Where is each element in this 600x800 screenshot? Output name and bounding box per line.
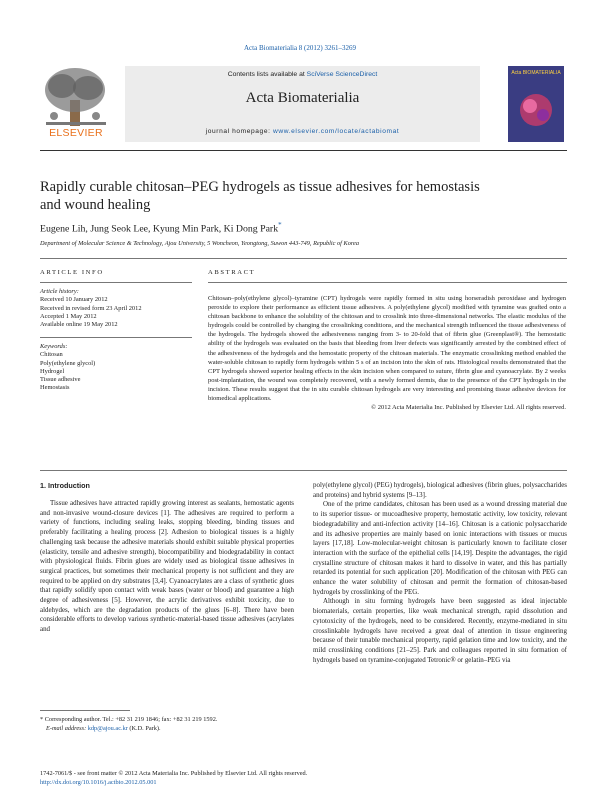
article-title xyxy=(40,178,500,214)
elsevier-logo xyxy=(40,66,112,140)
corresponding-author-mark[interactable]: * xyxy=(278,221,282,229)
body-column-left xyxy=(40,481,294,635)
history-rule xyxy=(40,337,192,338)
history-item: Accepted 1 May 2012 xyxy=(40,312,97,320)
affiliation-rule xyxy=(40,258,567,259)
keyword: Poly(ethylene glycol) xyxy=(40,359,96,367)
author-list: Eugene Lih, Jung Seok Lee, Kyung Min Park, Ki Dong Park xyxy=(40,223,279,235)
article-info-rule xyxy=(40,282,192,283)
footnote-rule xyxy=(40,710,130,711)
abstract-text: Chitosan–poly(ethylene glycol)–tyramine (CPT) hydrogels were rapidly formed in situ using horseradish peroxidase and hydrogen peroxide to explore their performance as efficient tissue adhesives. A poly(ethylene glycol) modified with tyramine was grafted onto a chitosan backbone to enhance the solubility of the chitosan and to crosslink into three-dimensional networks. The elastic modulus of the hydrogels could be controlled by changing the crosslinking conditions, and the mechanical strength influenced the tissue adhesiveness of the hydrogels. The hydrogels showed the adhesiveness ranging from 3- to 20-fold that of fibrin glue (Greenplast®). The hemostatic ability of the hydrogels was evaluated on the basis that bleeding from liver defects was significantly arrested by the combined effect of the adhesiveness of the hydrogels and the hemostatic property of the chitosan materials. The enzymatic crosslinking method enabled the water-soluble chitosan to rapidly form hydrogels within 5 s of an incision into the skin of rats. Histological results demonstrated that the CPT hydrogels showed superior healing effects in the skin incision when compared to suture, fibrin glue and cyanoacrylate. By 2 weeks post-implantation, the wound was completely recovered, with a newly formed dermis, due to the presence of the CPT hydrogels in the incision. These results suggest that the in situ curable chitosan hydrogels are very interesting and promising tissue adhesive devices for biomedical applications. xyxy=(208,295,566,403)
journal-cover-image xyxy=(508,66,564,142)
abstract-bottom-rule xyxy=(40,470,567,471)
authors xyxy=(40,221,282,234)
col2-paragraph-1: poly(ethylene glycol) (PEG) hydrogels), biological adhesives (fibrin glues, polysaccharides and proteins) and hybrid systems [9–13]. xyxy=(313,481,567,499)
page-footer xyxy=(40,770,307,787)
cover-title: Acta BIOMATERIALIA xyxy=(511,70,561,76)
intro-paragraphs-col2 xyxy=(313,481,567,665)
header-rule xyxy=(40,150,567,151)
abstract-heading: ABSTRACT xyxy=(208,269,256,276)
correspondence-note xyxy=(40,716,294,733)
contents-prefix: Contents lists available at xyxy=(227,71,307,78)
journal-citation-link[interactable]: Acta Biomaterialia 8 (2012) 3261–3269 xyxy=(244,44,356,52)
abstract-rule xyxy=(208,282,567,283)
section-heading-introduction: 1. Introduction xyxy=(40,481,90,490)
article-title-line2: and wound healing xyxy=(40,197,151,213)
affiliation: Department of Molecular Science & Technology, Ajou University, 5 Woncheon, Yeongtong, Suwon 443-749, Republic of Korea xyxy=(40,240,360,247)
intro-paragraph-1: Tissue adhesives have attracted rapidly growing interest as sealants, hemostatic agents and non-invasive wound-closure devices [1]. The adhesives are required to perform a variety of functions, including sealing leaks, stopping bleeding, binding tissues and preferably facilitating a healing process [2]. Adhesion to biological tissues is a highly challenging task because the adhesive materials should exhibit suitable physical properties (elasticity, tensile and adhesive strength), biocompatibility and biodegradability in contact with physiological fluids. Fibrin glues are widely used as biological tissue adhesives in surgical practices, but sometimes their mechanical property is not sufficient and they are required to be applied on dry substrates [3,4]. Cyanoacrylates are a class of synthetic glues that rapidly solidify upon contact with weak bases (water or blood) and guarantee a high degree of adhesiveness [5]. However, the acrylic derivatives exhibit toxicity, due to aldehydes, which are the degradation products of the glues [6–8]. There have been considerable efforts to develop various synthetic-material-based tissue adhesives (acrylates and xyxy=(40,499,294,634)
history-item: Received 10 January 2012 xyxy=(40,296,108,304)
email-suffix: (K.D. Park). xyxy=(129,724,161,732)
history-label: Article history: xyxy=(40,288,79,295)
abstract-copyright: © 2012 Acta Materialia Inc. Published by Elsevier Ltd. All rights reserved. xyxy=(371,404,566,412)
email-label: E-mail address: xyxy=(46,724,87,732)
col2-paragraph-3: Although in situ forming hydrogels have been suggested as ideal injectable biomaterials, certain properties, like weak mechanical strength, rapid dissolution and cytotoxicity of the hydrogels, need to be considered. Recently, enzyme-mediated in situ crosslinkable hydrogels have received a great deal of attention in tissue engineering because of their tunable mechanical property, rapid gelation time and low toxicity, and the mild crosslinking conditions [21–25]. Park and colleagues reported in situ formation of hydrogels based on tyramine-conjugated Tetronic® or gelatin–PEG via xyxy=(313,597,567,664)
sciencedirect-link[interactable]: SciVerse ScienceDirect xyxy=(306,71,378,78)
journal-homepage-line xyxy=(125,128,480,135)
article-info-heading: ARTICLE INFO xyxy=(40,269,104,276)
keyword: Hydrogel xyxy=(40,367,65,375)
email-line xyxy=(40,725,294,734)
doi-link[interactable]: http://dx.doi.org/10.1016/j.actbio.2012.05.001 xyxy=(40,778,157,786)
journal-title: Acta Biomaterialia xyxy=(245,90,360,106)
body-column-right xyxy=(313,481,567,665)
cover-artwork-icon xyxy=(516,88,556,132)
history-item: Received in revised form 23 April 2012 xyxy=(40,304,142,312)
abstract-body xyxy=(208,294,566,412)
keyword: Tissue adhesive xyxy=(40,376,81,384)
keyword: Chitosan xyxy=(40,351,63,359)
email-link[interactable]: kdp@ajou.ac.kr xyxy=(87,724,128,732)
article-history xyxy=(40,288,200,329)
corresponding-author: * Corresponding author. Tel.: +82 31 219 1846; fax: +82 31 219 1592. xyxy=(40,716,218,723)
keywords-block xyxy=(40,343,200,393)
keyword: Hemostasis xyxy=(40,384,70,392)
article-title-line1: Rapidly curable chitosan–PEG hydrogels as tissue adhesives for hemostasis xyxy=(40,179,480,195)
contents-line xyxy=(125,71,480,78)
front-matter-line: 1742-7061/$ - see front matter © 2012 Acta Materialia Inc. Published by Elsevier Ltd. All rights reserved. xyxy=(40,770,308,777)
keywords-label: Keywords: xyxy=(40,343,68,350)
homepage-link[interactable]: www.elsevier.com/locate/actabiomat xyxy=(272,128,400,135)
history-item: Available online 19 May 2012 xyxy=(40,321,118,329)
homepage-prefix: journal homepage: xyxy=(205,128,273,135)
elsevier-wordmark: ELSEVIER xyxy=(49,127,103,139)
intro-paragraph xyxy=(40,499,294,635)
col2-paragraph-2: One of the prime candidates, chitosan has been used as a wound dressing material due to its superior tissue- or mucoadhesive property, hemostatic activity, low toxicity, relevant biodegradability and anti-infection activity [14–16]. Chitosan is a cationic polysaccharide and its adhesive properties are mainly based on ionic interactions with tissues or mucus layers [17,18]. Low-molecular-weight chitosan is particularly known to facilitate closer interaction with the surface of the epithelial cells [14,19]. Despite the advantages, the rigid crystalline structure of chitosan makes it hard to dissolve in water, and this has partially retarded its potential for such application [20]. Modification of the chitosan with PEG can enhance the water solubility of chitosan and permit the formation of chitosan-based hydrogels by crosslinking of the PEG. xyxy=(313,500,567,596)
